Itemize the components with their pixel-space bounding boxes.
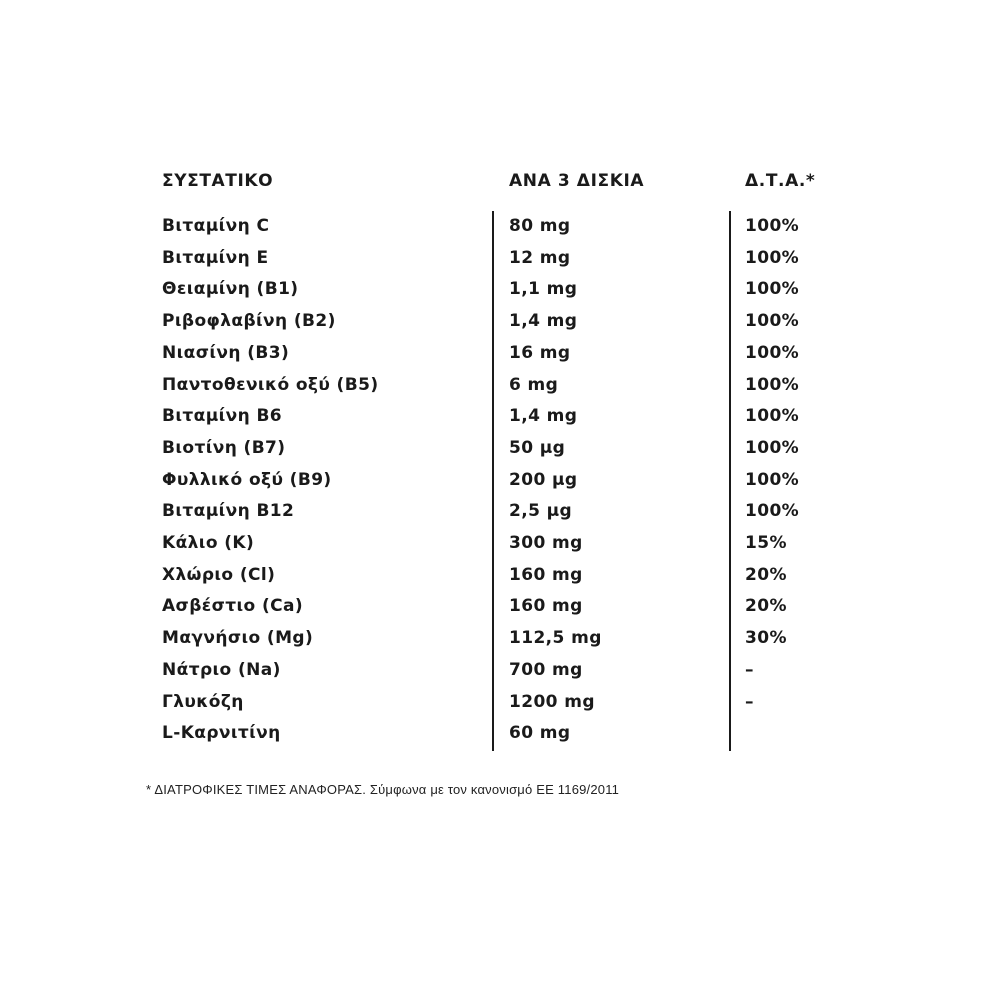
rda-cell: 20% xyxy=(745,564,787,585)
ingredient-cell: Βιταμίνη E xyxy=(162,247,269,268)
rda-cell: 100% xyxy=(745,311,800,332)
table-row xyxy=(0,626,1000,650)
ingredient-cell: Χλώριο (Cl) xyxy=(162,564,276,585)
ingredient-cell: Μαγνήσιο (Mg) xyxy=(162,628,314,649)
amount-cell: 1200 mg xyxy=(509,691,595,712)
table-row xyxy=(0,373,1000,397)
amount-cell: 1,4 mg xyxy=(509,311,578,332)
table-row xyxy=(0,214,1000,238)
amount-cell: 1,4 mg xyxy=(509,406,578,427)
table-row xyxy=(0,404,1000,428)
ingredient-cell: Βιοτίνη (B7) xyxy=(162,437,286,458)
ingredient-cell: Παντοθενικό οξύ (B5) xyxy=(162,374,379,395)
table-row xyxy=(0,341,1000,365)
amount-cell: 160 mg xyxy=(509,564,583,585)
table-row xyxy=(0,658,1000,682)
amount-cell: 200 μg xyxy=(509,469,578,490)
rda-cell: 100% xyxy=(745,469,800,490)
header-amount: ΑΝΑ 3 ΔΙΣΚΙΑ xyxy=(509,171,645,191)
rda-cell: 100% xyxy=(745,216,800,236)
amount-cell: 112,5 mg xyxy=(509,628,602,649)
amount-cell: 6 mg xyxy=(509,374,559,395)
table-row xyxy=(0,499,1000,523)
table-row xyxy=(0,246,1000,270)
header-ingredient: ΣΥΣΤΑΤΙΚΟ xyxy=(162,171,274,191)
ingredient-cell: Βιταμίνη B6 xyxy=(162,406,283,427)
table-row xyxy=(0,468,1000,492)
rda-cell: 30% xyxy=(745,628,787,649)
ingredient-cell: Νιασίνη (B3) xyxy=(162,342,290,363)
amount-cell: 300 mg xyxy=(509,533,583,553)
rda-cell: 100% xyxy=(745,437,800,458)
rda-cell: 100% xyxy=(745,342,800,363)
table-row xyxy=(0,436,1000,460)
footnote: * ΔΙΑΤΡΟΦΙΚΕΣ ΤΙΜΕΣ ΑΝΑΦΟΡΑΣ. Σύμφωνα με τον κανονισμό ΕΕ 1169/2011 xyxy=(146,782,620,797)
rda-cell: 100% xyxy=(745,406,800,427)
amount-cell: 700 mg xyxy=(509,659,583,680)
rda-cell: – xyxy=(745,659,754,680)
ingredient-cell: Βιταμίνη C xyxy=(162,216,270,236)
ingredient-cell: Βιταμίνη B12 xyxy=(162,501,295,522)
amount-cell: 50 μg xyxy=(509,437,566,458)
rda-cell: 15% xyxy=(745,533,787,553)
rda-cell: 100% xyxy=(745,279,800,300)
ingredient-cell: Ριβοφλαβίνη (B2) xyxy=(162,311,336,332)
rda-cell: – xyxy=(745,691,754,712)
table-row xyxy=(0,563,1000,587)
amount-cell: 60 mg xyxy=(509,723,571,744)
ingredient-cell: Γλυκόζη xyxy=(162,691,244,712)
ingredient-cell: Ασβέστιο (Ca) xyxy=(162,596,304,617)
ingredient-cell: L-Καρνιτίνη xyxy=(162,723,281,744)
amount-cell: 160 mg xyxy=(509,596,583,617)
rda-cell: 20% xyxy=(745,596,787,617)
amount-cell: 2,5 μg xyxy=(509,501,573,522)
ingredient-cell: Φυλλικό οξύ (B9) xyxy=(162,469,332,490)
table-row xyxy=(0,309,1000,333)
rda-cell: 100% xyxy=(745,374,800,395)
table-row xyxy=(0,721,1000,745)
amount-cell: 12 mg xyxy=(509,247,571,268)
table-row xyxy=(0,690,1000,714)
ingredient-cell: Θειαμίνη (B1) xyxy=(162,279,299,300)
rda-cell: 100% xyxy=(745,501,800,522)
table-row xyxy=(0,531,1000,555)
amount-cell: 1,1 mg xyxy=(509,279,578,300)
table-row xyxy=(0,277,1000,301)
amount-cell: 80 mg xyxy=(509,216,571,236)
ingredient-cell: Κάλιο (K) xyxy=(162,533,255,553)
rda-cell: 100% xyxy=(745,247,800,268)
table-row xyxy=(0,594,1000,618)
header-rda: Δ.Τ.Α.* xyxy=(745,171,816,191)
amount-cell: 16 mg xyxy=(509,342,571,363)
ingredient-cell: Νάτριο (Na) xyxy=(162,659,281,680)
